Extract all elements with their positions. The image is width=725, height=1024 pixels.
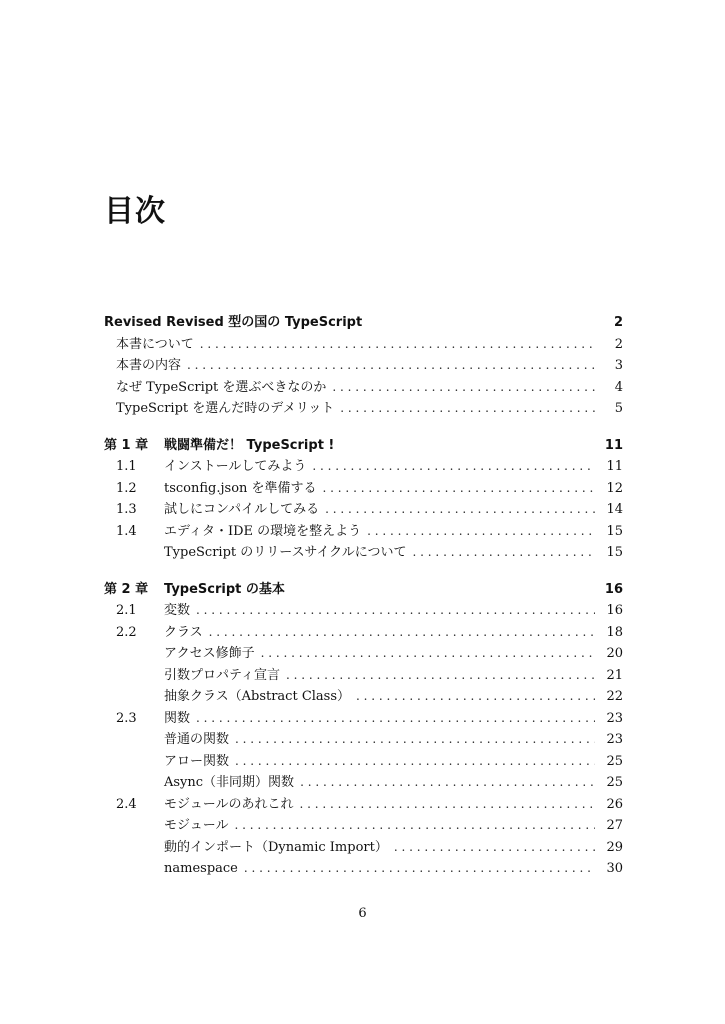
- toc-entry-label: 関数: [164, 710, 191, 726]
- toc-section-number: 2.2: [116, 624, 137, 640]
- toc-section-number: 2.3: [116, 710, 137, 726]
- dot-leader: [394, 837, 595, 859]
- toc-entry[interactable]: [104, 837, 623, 859]
- dot-leader: [200, 334, 595, 356]
- toc-section-number: 1.4: [116, 523, 137, 539]
- toc-page-number: 15: [606, 545, 623, 560]
- toc-part-title: Revised Revised 型の国の TypeScript: [104, 315, 363, 330]
- toc-chapter-title: 戦闘準備だ！ TypeScript !: [164, 437, 335, 453]
- toc-chapter-number: 第 1 章: [104, 437, 149, 453]
- toc-page-number: 26: [606, 796, 623, 812]
- toc-chapter-heading[interactable]: [104, 435, 623, 457]
- toc-part-intro: [104, 312, 623, 420]
- toc-entry[interactable]: [104, 622, 623, 644]
- toc-entry-label: 本書の内容: [116, 358, 182, 373]
- toc-entry-label: 普通の関数: [164, 732, 230, 747]
- toc-entry[interactable]: [104, 499, 623, 521]
- dot-leader: [234, 815, 595, 837]
- toc-entry-label: Async（非同期）関数: [164, 775, 295, 790]
- toc-entry-label: 動的インポート（Dynamic Import）: [164, 839, 388, 855]
- toc-entry[interactable]: [104, 600, 623, 622]
- toc-entry-label: 変数: [164, 603, 191, 618]
- toc-page-number: 29: [606, 839, 623, 855]
- toc-entry-label: インストールしてみよう: [164, 459, 307, 474]
- dot-leader: [209, 622, 595, 644]
- toc-chapter-2: [104, 579, 623, 880]
- toc-entry[interactable]: [104, 772, 623, 794]
- dot-leader: [196, 600, 595, 622]
- toc-entry-label: モジュールのあれこれ: [164, 796, 294, 812]
- toc-page-number: 22: [606, 689, 623, 704]
- toc-page-number: 27: [606, 818, 623, 833]
- toc-page-number: 3: [614, 358, 623, 373]
- toc-section-number: 1.1: [116, 459, 137, 474]
- page-number: 6: [358, 906, 367, 921]
- dot-leader: [244, 858, 595, 880]
- page-title: 目次: [104, 194, 166, 229]
- toc-entry-label: アロー関数: [164, 753, 230, 769]
- dot-leader: [323, 478, 595, 500]
- toc-page-number: 5: [614, 401, 623, 416]
- dot-leader: [235, 729, 595, 751]
- toc-page-number: 14: [606, 502, 623, 517]
- toc-entry[interactable]: [104, 794, 623, 816]
- toc-entry-label: なぜ TypeScript を選ぶべきなのか: [116, 379, 327, 395]
- dot-leader: [261, 643, 595, 665]
- dot-leader: [286, 665, 595, 687]
- toc-page-number: 16: [604, 581, 623, 597]
- toc-chapter-title: TypeScript の基本: [164, 581, 285, 597]
- toc-page-number: 20: [606, 646, 623, 661]
- toc-page-number: 21: [606, 667, 623, 683]
- toc-entry[interactable]: [104, 751, 623, 773]
- toc-entry[interactable]: [104, 478, 623, 500]
- toc-page-number: 2: [614, 336, 623, 352]
- toc-entry[interactable]: [104, 377, 623, 399]
- toc-entry-label: TypeScript のリリースサイクルについて: [164, 545, 407, 560]
- toc-entry[interactable]: [104, 858, 623, 880]
- toc-page-number: 18: [606, 624, 623, 640]
- toc-page-number: 23: [606, 732, 623, 747]
- toc-part-heading[interactable]: [104, 312, 623, 334]
- toc-entry[interactable]: [104, 334, 623, 356]
- toc-page-number: 12: [606, 480, 623, 496]
- toc-entry-label: TypeScript を選んだ時のデメリット: [116, 401, 335, 416]
- toc-entry[interactable]: [104, 542, 623, 564]
- toc-entry[interactable]: [104, 355, 623, 377]
- dot-leader: [413, 542, 595, 564]
- dot-leader: [312, 456, 595, 478]
- toc-entry-label: エディタ・IDE の環境を整えよう: [164, 523, 362, 539]
- toc-page-number: 25: [606, 775, 623, 790]
- toc-chapter-number: 第 2 章: [104, 581, 149, 597]
- toc-entry[interactable]: [104, 729, 623, 751]
- toc-entry[interactable]: [104, 665, 623, 687]
- dot-leader: [325, 499, 595, 521]
- toc-page-number: 11: [604, 437, 623, 453]
- dot-leader: [196, 708, 595, 730]
- toc-entry[interactable]: [104, 643, 623, 665]
- toc-entry[interactable]: [104, 815, 623, 837]
- toc-entry-label: 抽象クラス（Abstract Class）: [164, 689, 351, 704]
- dot-leader: [340, 398, 595, 420]
- toc-page-number: 23: [606, 710, 623, 726]
- dot-leader: [367, 521, 595, 543]
- toc-chapter-heading[interactable]: [104, 579, 623, 601]
- toc-section-number: 1.3: [116, 502, 137, 517]
- toc-entry[interactable]: [104, 708, 623, 730]
- toc-page-number: 30: [606, 861, 623, 876]
- toc-entry[interactable]: [104, 686, 623, 708]
- toc-entry-label: namespace: [164, 861, 238, 876]
- toc-entry-label: クラス: [164, 624, 203, 640]
- dot-leader: [235, 751, 595, 773]
- toc-page-number: 16: [606, 603, 623, 618]
- toc-section-number: 2.1: [116, 603, 137, 618]
- toc-entry-label: アクセス修飾子: [164, 646, 255, 661]
- toc-section-number: 2.4: [116, 796, 137, 812]
- toc-page-number: 25: [606, 753, 623, 769]
- dot-leader: [356, 686, 595, 708]
- toc-entry-label: 引数プロパティ宣言: [164, 667, 280, 683]
- toc-entry-label: 本書について: [116, 336, 194, 352]
- toc-page-number: 11: [606, 459, 623, 474]
- dot-leader: [300, 772, 595, 794]
- toc-entry-label: 試しにコンパイルしてみる: [164, 502, 320, 517]
- table-of-contents: [104, 312, 623, 895]
- toc-entry-label: モジュール: [164, 818, 229, 833]
- toc-section-number: 1.2: [116, 480, 137, 496]
- toc-entry[interactable]: [104, 398, 623, 420]
- dot-leader: [332, 377, 595, 399]
- dot-leader: [187, 355, 595, 377]
- toc-page-number: 4: [614, 379, 623, 395]
- toc-chapter-1: [104, 435, 623, 564]
- toc-page-number: 2: [613, 315, 623, 330]
- toc-entry-label: tsconfig.json を準備する: [164, 480, 317, 496]
- dot-leader: [299, 794, 595, 816]
- toc-page-number: 15: [606, 523, 623, 539]
- toc-entry[interactable]: [104, 521, 623, 543]
- toc-entry[interactable]: [104, 456, 623, 478]
